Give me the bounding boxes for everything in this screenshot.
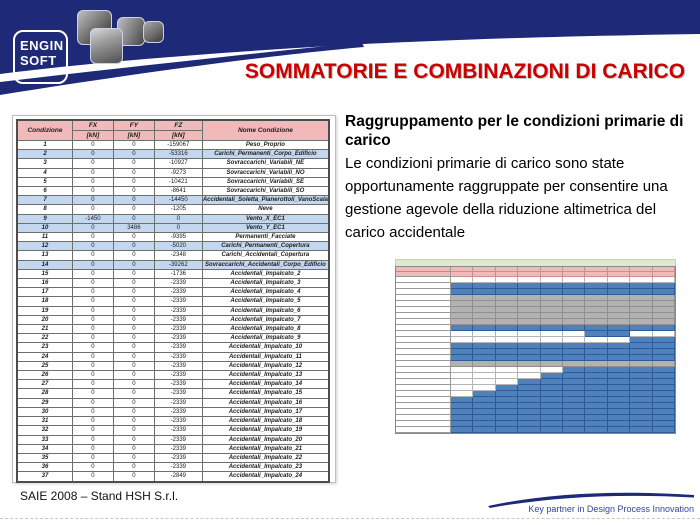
fy-cell: 0	[113, 398, 154, 407]
condition-number-cell: 14	[17, 260, 72, 269]
fx-cell: 0	[72, 141, 113, 150]
load-table-header	[17, 120, 329, 141]
matrix-row	[396, 427, 675, 433]
fx-cell: 0	[72, 334, 113, 343]
fz-cell: -39262	[154, 260, 202, 269]
condition-name-cell: Accidentali_Soletta_Pianerottoli_VanoScala	[202, 197, 328, 204]
fz-cell: -2849	[154, 472, 202, 482]
condition-name-cell: Carichi_Permanenti_Copertura	[202, 242, 329, 251]
condition-number-cell: 32	[17, 426, 72, 435]
condition-number-cell: 33	[17, 435, 72, 444]
table-row	[17, 380, 329, 389]
table-row	[17, 389, 329, 398]
fz-cell: 0	[154, 214, 202, 223]
fx-cell: 0	[72, 435, 113, 444]
fz-cell: -53316	[154, 150, 202, 159]
table-row	[17, 398, 329, 407]
fx-cell: 0	[72, 205, 113, 214]
fz-cell: -5020	[154, 242, 202, 251]
condition-name-cell: Accidentali_Impalcato_11	[202, 352, 329, 361]
table-row	[17, 168, 329, 177]
fx-cell: 0	[72, 417, 113, 426]
col-header-fz-unit: [kN]	[154, 131, 202, 141]
fz-cell: -2339	[154, 444, 202, 453]
condition-number-cell: 16	[17, 279, 72, 288]
matrix-cell	[473, 427, 495, 433]
photo-thumbnail-2	[90, 28, 123, 64]
condition-number-cell: 18	[17, 297, 72, 306]
fz-cell: -2339	[154, 325, 202, 334]
fx-cell: 0	[72, 453, 113, 462]
condition-name-cell: Accidentali_Impalcato_9	[202, 334, 329, 343]
condition-number-cell: 17	[17, 288, 72, 297]
condition-number-cell: 29	[17, 398, 72, 407]
fy-cell: 0	[113, 196, 154, 205]
table-row	[17, 150, 329, 159]
fx-cell: 0	[72, 187, 113, 196]
condition-number-cell: 26	[17, 371, 72, 380]
col-header-fx-unit: [kN]	[72, 131, 113, 141]
table-row	[17, 334, 329, 343]
fx-cell: 0	[72, 150, 113, 159]
condition-name-cell: Accidentali_Impalcato_18	[202, 417, 329, 426]
fy-cell: 0	[113, 159, 154, 168]
fy-cell: 0	[113, 205, 154, 214]
fz-cell: -1736	[154, 269, 202, 278]
table-row	[17, 196, 329, 205]
fx-cell: 0	[72, 371, 113, 380]
condition-name-cell: Permanenti_Facciate	[202, 233, 329, 242]
description-block	[345, 112, 697, 244]
table-row	[17, 435, 329, 444]
table-row	[17, 242, 329, 251]
fx-cell: 0	[72, 288, 113, 297]
matrix-cell	[608, 427, 630, 433]
fy-cell: 0	[113, 417, 154, 426]
condition-name-cell: Accidentali_Impalcato_3	[202, 279, 329, 288]
condition-name-cell: Accidentali_Impalcato_15	[202, 389, 329, 398]
fx-cell: 0	[72, 361, 113, 370]
table-row	[17, 426, 329, 435]
fx-cell: 0	[72, 315, 113, 324]
condition-number-cell: 36	[17, 463, 72, 472]
fx-cell: -1450	[72, 214, 113, 223]
bottom-divider	[0, 518, 700, 519]
fy-cell: 0	[113, 463, 154, 472]
fz-cell: -10421	[154, 177, 202, 186]
condition-number-cell: 2	[17, 150, 72, 159]
fx-cell: 0	[72, 159, 113, 168]
condition-number-cell: 11	[17, 233, 72, 242]
description-body: Le condizioni primarie di carico sono state opportunamente raggruppate per consentire una gestione agevole della riduzione altimetrica del carico accidentale	[345, 155, 668, 241]
fy-cell: 0	[113, 472, 154, 482]
fx-cell: 0	[72, 223, 113, 232]
matrix-cell	[653, 427, 675, 433]
col-header-fz: FZ	[154, 120, 202, 131]
fy-cell: 0	[113, 306, 154, 315]
table-row	[17, 352, 329, 361]
condition-number-cell: 7	[17, 196, 72, 205]
condition-name-cell: Sovraccarichi_Variabili_SO	[202, 187, 329, 196]
matrix-cell	[630, 427, 652, 433]
fz-cell: -2339	[154, 334, 202, 343]
fy-cell: 0	[113, 389, 154, 398]
condition-number-cell: 12	[17, 242, 72, 251]
condition-number-cell: 24	[17, 352, 72, 361]
condition-number-cell: 27	[17, 380, 72, 389]
fy-cell: 0	[113, 453, 154, 462]
load-table-panel	[12, 115, 336, 483]
fz-cell: -2339	[154, 288, 202, 297]
condition-name-cell: Sovraccarichi_Variabili_SE	[202, 177, 329, 186]
fz-cell: -2339	[154, 407, 202, 416]
matrix-cell	[451, 427, 473, 433]
table-row	[17, 343, 329, 352]
fx-cell: 0	[72, 242, 113, 251]
condition-name-cell: Accidentali_Impalcato_14	[202, 380, 329, 389]
condition-number-cell: 6	[17, 187, 72, 196]
fz-cell: -9395	[154, 233, 202, 242]
fz-cell: -2339	[154, 343, 202, 352]
condition-number-cell: 31	[17, 417, 72, 426]
fx-cell: 0	[72, 196, 113, 205]
condition-name-cell: Vento_Y_EC1	[202, 223, 329, 232]
fz-cell: -8641	[154, 187, 202, 196]
condition-number-cell: 5	[17, 177, 72, 186]
fy-cell: 0	[113, 297, 154, 306]
fy-cell: 0	[113, 288, 154, 297]
footer-tagline: Key partner in Design Process Innovation	[528, 504, 694, 514]
table-row	[17, 453, 329, 462]
table-row	[17, 159, 329, 168]
fy-cell: 0	[113, 343, 154, 352]
condition-name-cell: Accidentali_Impalcato_7	[202, 315, 329, 324]
fz-cell: -159067	[154, 141, 202, 150]
fx-cell: 0	[72, 343, 113, 352]
condition-name-cell: Accidentali_Impalcato_6	[202, 306, 329, 315]
fx-cell: 0	[72, 389, 113, 398]
fy-cell: 0	[113, 260, 154, 269]
matrix-cell	[518, 427, 540, 433]
fz-cell: -2339	[154, 361, 202, 370]
fy-cell: 0	[113, 214, 154, 223]
slide-title: SOMMATORIE E COMBINAZIONI DI CARICO	[244, 60, 686, 83]
condition-number-cell: 10	[17, 223, 72, 232]
fx-cell: 0	[72, 463, 113, 472]
condition-number-cell: 19	[17, 306, 72, 315]
condition-name-cell: Accidentali_Impalcato_17	[202, 407, 329, 416]
fy-cell: 0	[113, 334, 154, 343]
condition-number-cell: 13	[17, 251, 72, 260]
fx-cell: 0	[72, 444, 113, 453]
fx-cell: 0	[72, 251, 113, 260]
matrix-cell	[496, 427, 518, 433]
fx-cell: 0	[72, 472, 113, 482]
condition-name-cell: Accidentali_Impalcato_24	[202, 472, 329, 482]
fz-cell: -2339	[154, 279, 202, 288]
condition-name-cell: Accidentali_Impalcato_20	[202, 435, 329, 444]
condition-name-cell: Accidentali_Impalcato_2	[202, 269, 329, 278]
fy-cell: 3486	[113, 223, 154, 232]
col-header-fy-unit: [kN]	[113, 131, 154, 141]
fx-cell: 0	[72, 306, 113, 315]
condition-name-cell: Neve	[202, 205, 329, 214]
matrix-cell	[541, 427, 563, 433]
fx-cell: 0	[72, 260, 113, 269]
fz-cell: 0	[154, 223, 202, 232]
load-table-body	[17, 141, 329, 482]
combination-matrix-grid	[395, 266, 676, 434]
fz-cell: -2348	[154, 251, 202, 260]
table-row	[17, 417, 329, 426]
condition-name-cell: Accidentali_Impalcato_19	[202, 426, 329, 435]
table-row	[17, 297, 329, 306]
fz-cell: -2339	[154, 315, 202, 324]
matrix-top-strip	[395, 259, 676, 266]
col-header-nome: Nome Condizione	[202, 120, 329, 141]
table-row	[17, 187, 329, 196]
fx-cell: 0	[72, 233, 113, 242]
fz-cell: -2339	[154, 297, 202, 306]
condition-name-cell: Accidentali_Impalcato_5	[202, 297, 329, 306]
condition-name-cell: Carichi_Accidentali_Copertura	[202, 251, 329, 260]
condition-number-cell: 21	[17, 325, 72, 334]
fy-cell: 0	[113, 187, 154, 196]
table-row	[17, 288, 329, 297]
fy-cell: 0	[113, 279, 154, 288]
table-row	[17, 444, 329, 453]
fx-cell: 0	[72, 168, 113, 177]
fz-cell: -2339	[154, 398, 202, 407]
condition-name-cell: Sovraccarichi_Accidentali_Corpo_Edificio	[202, 260, 329, 269]
table-row	[17, 315, 329, 324]
condition-number-cell: 37	[17, 472, 72, 482]
condition-name-cell: Accidentali_Impalcato_22	[202, 453, 329, 462]
condition-number-cell: 35	[17, 453, 72, 462]
col-header-fy: FY	[113, 120, 154, 131]
condition-name-cell: Peso_Proprio	[202, 141, 329, 150]
load-conditions-table	[16, 119, 330, 483]
fx-cell: 0	[72, 398, 113, 407]
fy-cell: 0	[113, 361, 154, 370]
fy-cell: 0	[113, 251, 154, 260]
fz-cell: -2339	[154, 306, 202, 315]
fy-cell: 0	[113, 242, 154, 251]
fz-cell: -1205	[154, 205, 202, 214]
condition-number-cell: 28	[17, 389, 72, 398]
fy-cell: 0	[113, 352, 154, 361]
fx-cell: 0	[72, 269, 113, 278]
fx-cell: 0	[72, 177, 113, 186]
fy-cell: 0	[113, 315, 154, 324]
table-row	[17, 407, 329, 416]
condition-name-cell: Accidentali_Impalcato_21	[202, 444, 329, 453]
fz-cell: -14450	[154, 196, 202, 205]
fz-cell: -2339	[154, 352, 202, 361]
matrix-cell	[563, 427, 585, 433]
condition-number-cell: 9	[17, 214, 72, 223]
condition-name-cell: Accidentali_Impalcato_23	[202, 463, 329, 472]
description-heading: Raggruppamento per le condizioni primarie di carico	[345, 113, 684, 149]
enginsoft-logo	[13, 30, 68, 84]
table-row	[17, 141, 329, 150]
condition-number-cell: 8	[17, 205, 72, 214]
fy-cell: 0	[113, 407, 154, 416]
condition-number-cell: 30	[17, 407, 72, 416]
fz-cell: -2339	[154, 453, 202, 462]
matrix-row-label-cell	[396, 427, 451, 433]
fy-cell: 0	[113, 380, 154, 389]
table-row	[17, 269, 329, 278]
fz-cell: -2339	[154, 463, 202, 472]
fy-cell: 0	[113, 325, 154, 334]
table-row	[17, 279, 329, 288]
fx-cell: 0	[72, 407, 113, 416]
col-header-fx: FX	[72, 120, 113, 131]
table-row	[17, 223, 329, 232]
table-row	[17, 233, 329, 242]
fy-cell: 0	[113, 141, 154, 150]
table-row	[17, 361, 329, 370]
condition-name-cell: Accidentali_Impalcato_4	[202, 288, 329, 297]
photo-thumbnail-4	[143, 21, 164, 43]
table-row	[17, 325, 329, 334]
table-row	[17, 260, 329, 269]
condition-number-cell: 20	[17, 315, 72, 324]
fy-cell: 0	[113, 177, 154, 186]
fx-cell: 0	[72, 297, 113, 306]
fy-cell: 0	[113, 426, 154, 435]
condition-number-cell: 34	[17, 444, 72, 453]
condition-name-cell: Accidentali_Impalcato_13	[202, 371, 329, 380]
fy-cell: 0	[113, 444, 154, 453]
logo-text-line2: SOFT	[20, 53, 57, 68]
fy-cell: 0	[113, 150, 154, 159]
fx-cell: 0	[72, 426, 113, 435]
table-row	[17, 306, 329, 315]
table-row	[17, 214, 329, 223]
fx-cell: 0	[72, 279, 113, 288]
condition-name-cell: Sovraccarichi_Variabili_NO	[202, 168, 329, 177]
fx-cell: 0	[72, 352, 113, 361]
fz-cell: -9273	[154, 168, 202, 177]
footer-caption: SAIE 2008 – Stand HSH S.r.l.	[20, 489, 179, 503]
fx-cell: 0	[72, 325, 113, 334]
col-header-condizione: Condizione	[17, 120, 72, 141]
condition-number-cell: 23	[17, 343, 72, 352]
condition-number-cell: 4	[17, 168, 72, 177]
table-row	[17, 463, 329, 472]
condition-number-cell: 3	[17, 159, 72, 168]
condition-number-cell: 15	[17, 269, 72, 278]
condition-name-cell: Accidentali_Impalcato_16	[202, 398, 329, 407]
condition-name-cell: Sovraccarichi_Variabili_NE	[202, 159, 329, 168]
fy-cell: 0	[113, 435, 154, 444]
condition-name-cell: Carichi_Permanenti_Corpo_Edificio	[202, 150, 329, 159]
fz-cell: -2339	[154, 389, 202, 398]
fy-cell: 0	[113, 371, 154, 380]
condition-number-cell: 25	[17, 361, 72, 370]
fz-cell: -2339	[154, 380, 202, 389]
fy-cell: 0	[113, 269, 154, 278]
table-row	[17, 371, 329, 380]
fz-cell: -2339	[154, 426, 202, 435]
fz-cell: -10927	[154, 159, 202, 168]
combination-matrix-screenshot	[395, 259, 676, 434]
condition-name-cell: Accidentali_Impalcato_8	[202, 325, 329, 334]
table-row	[17, 177, 329, 186]
condition-name-cell: Accidentali_Impalcato_10	[202, 343, 329, 352]
condition-number-cell: 1	[17, 141, 72, 150]
condition-name-cell: Vento_X_EC1	[202, 214, 329, 223]
fx-cell: 0	[72, 380, 113, 389]
fz-cell: -2339	[154, 417, 202, 426]
table-row	[17, 472, 329, 482]
fy-cell: 0	[113, 168, 154, 177]
logo-text-line1: ENGIN	[20, 38, 64, 53]
fz-cell: -2339	[154, 435, 202, 444]
matrix-cell	[585, 427, 607, 433]
fy-cell: 0	[113, 233, 154, 242]
table-row	[17, 205, 329, 214]
fz-cell: -2339	[154, 371, 202, 380]
condition-number-cell: 22	[17, 334, 72, 343]
condition-name-cell: Accidentali_Impalcato_12	[202, 361, 329, 370]
table-row	[17, 251, 329, 260]
